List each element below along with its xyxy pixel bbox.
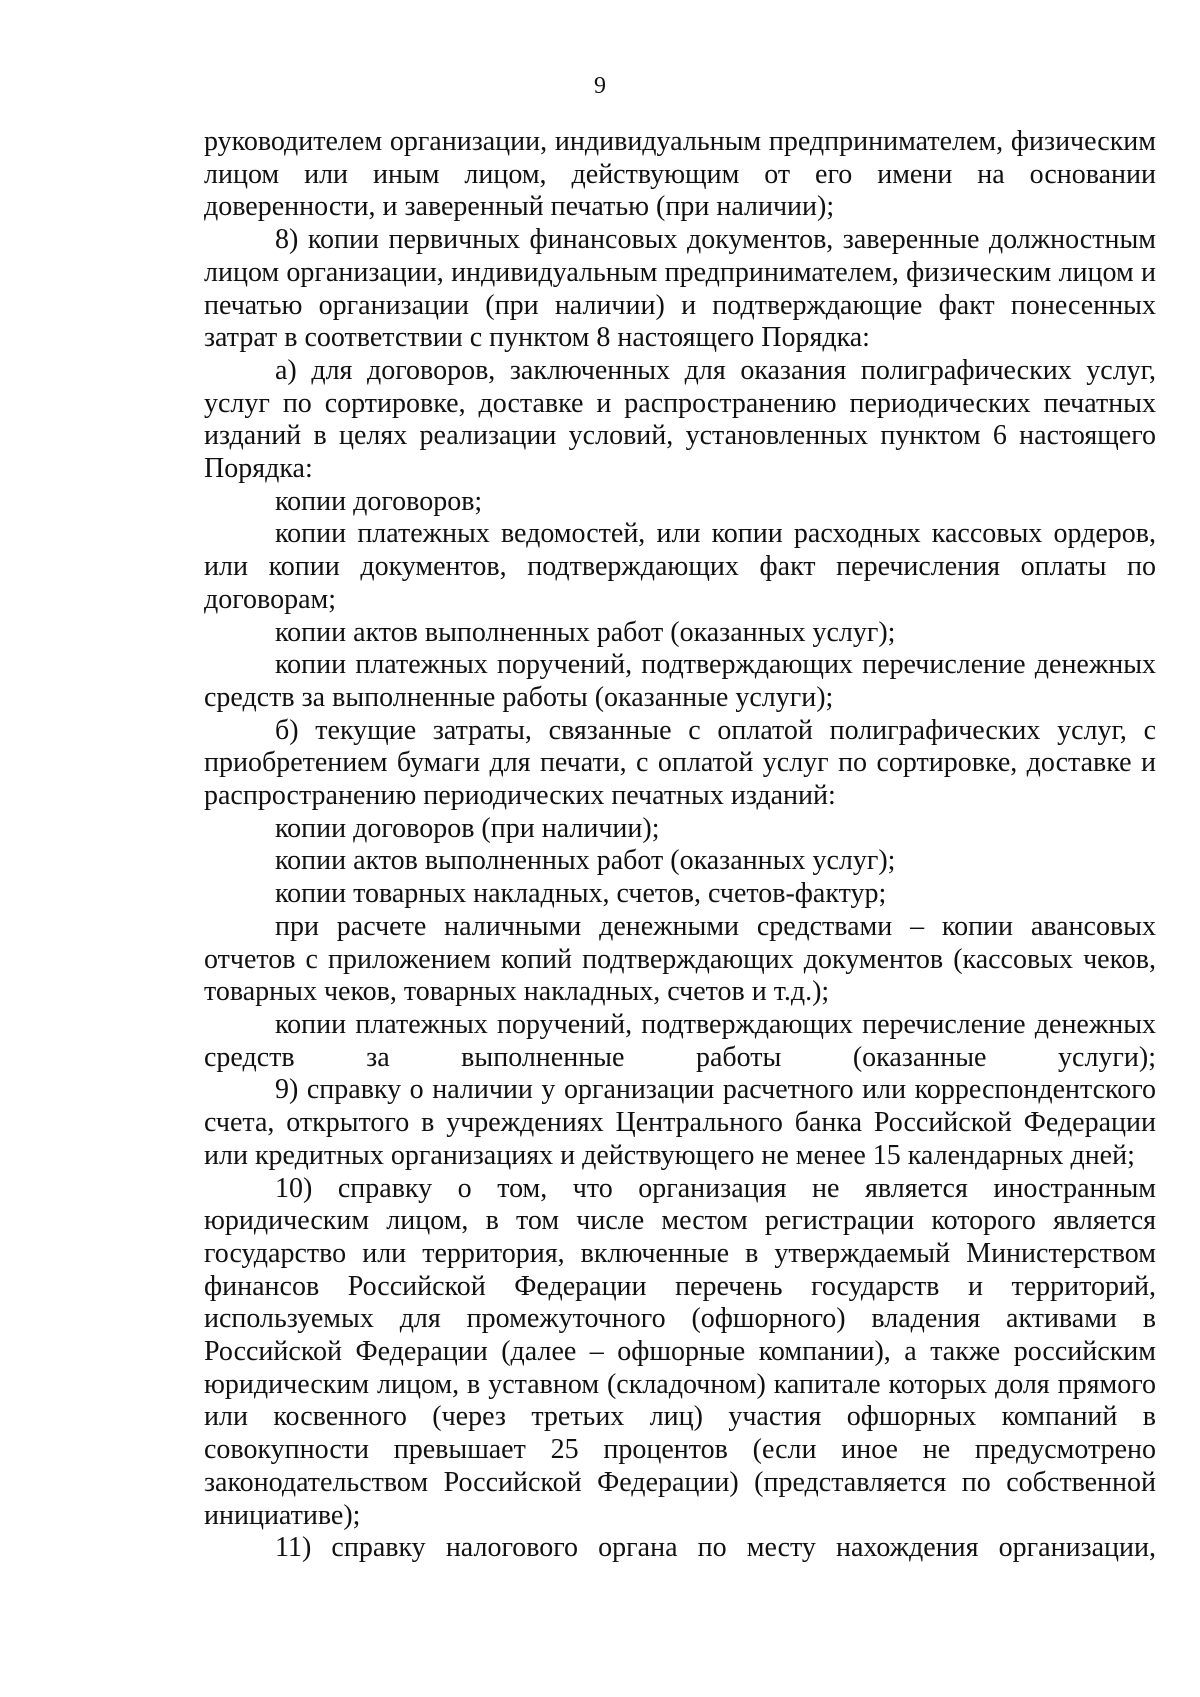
paragraph-subitem-b: б) текущие затраты, связанные с оплатой полиграфических услуг, с приобретением бумаги для печати, с оплатой услуг по сортировке, доставке и распространению периодических печатных изданий: [204, 714, 1156, 812]
paragraph-payroll-copies: копии платежных ведомостей, или копии расходных кассовых ордеров, или копии документов, подтверждающих факт перечисления оплаты по договорам; [204, 518, 1156, 615]
paragraph-acts-copies-2: копии актов выполненных работ (оказанных услуг); [275, 845, 896, 877]
paragraph-item-8: 8) копии первичных финансовых документов, заверенные должностным лицом организации, индивидуальным предпринимателем, физическим лицом и печатью организации (при наличии) и подтверждающие факт понесенных затрат в соответствии с пунктом 8 настоящего Порядка: [204, 224, 1156, 354]
page-number: 9 [594, 73, 606, 99]
paragraph-invoices-copies: копии товарных накладных, счетов, счетов-фактур; [275, 878, 887, 910]
paragraph-item-9: 9) справку о наличии у организации расчетного или корреспондентского счета, открытого в учреждениях Центрального банка Российской Федерации или кредитных организациях и действующего не менее 15 календарных дней; [204, 1074, 1156, 1171]
paragraph-item-10: 10) справку о том, что организация не является иностранным юридическим лицом, в том числе местом регистрации которого является государство или территория, включенные в утверждаемый Министерством финансов Российской Федерации перечень государств и территорий, используемых для промежуточного (офшорного) владения активами в Российской Федерации (далее – офшорные компании), а также российским юридическим лицом, в уставном (складочном) капитале которых доля прямого или косвенного (через третьих лиц) участия офшорных компаний в совокупности превышает 25 процентов (если иное не предусмотрено законодательством Российской Федерации) (представляется по собственной инициативе); [204, 1172, 1156, 1531]
paragraph-payment-orders-copies-2: копии платежных поручений, подтверждающих перечисление денежных средств за выполненные работы (оказанные услуги); [204, 1008, 1156, 1073]
paragraph-subitem-a: а) для договоров, заключенных для оказания полиграфических услуг, услуг по сортировке, доставке и распространению периодических печатных изданий в целях реализации условий, установленных пунктом 6 настоящего Порядка: [204, 354, 1156, 485]
paragraph-cash-payments: при расчете наличными денежными средствами – копии авансовых отчетов с приложением копий подтверждающих документов (кассовых чеков, товарных чеков, товарных накладных, счетов и т.д.); [204, 910, 1156, 1008]
paragraph-contracts-copies: копии договоров; [275, 485, 483, 517]
paragraph-acts-copies: копии актов выполненных работ (оказанных услуг); [275, 616, 896, 648]
paragraph-contracts-copies-optional: копии договоров (при наличии); [275, 812, 660, 844]
paragraph-continuation: руководителем организации, индивидуальным предпринимателем, физическим лицом или иным лицом, действующим от его имени на основании доверенности, и заверенный печатью (при наличии); [204, 126, 1156, 223]
paragraph-item-11: 11) справку налогового органа по месту нахождения организации, [275, 1532, 1156, 1564]
document-body [204, 126, 1156, 1565]
paragraph-payment-orders-copies: копии платежных поручений, подтверждающих перечисление денежных средств за выполненные работы (оказанные услуги); [204, 649, 1156, 713]
